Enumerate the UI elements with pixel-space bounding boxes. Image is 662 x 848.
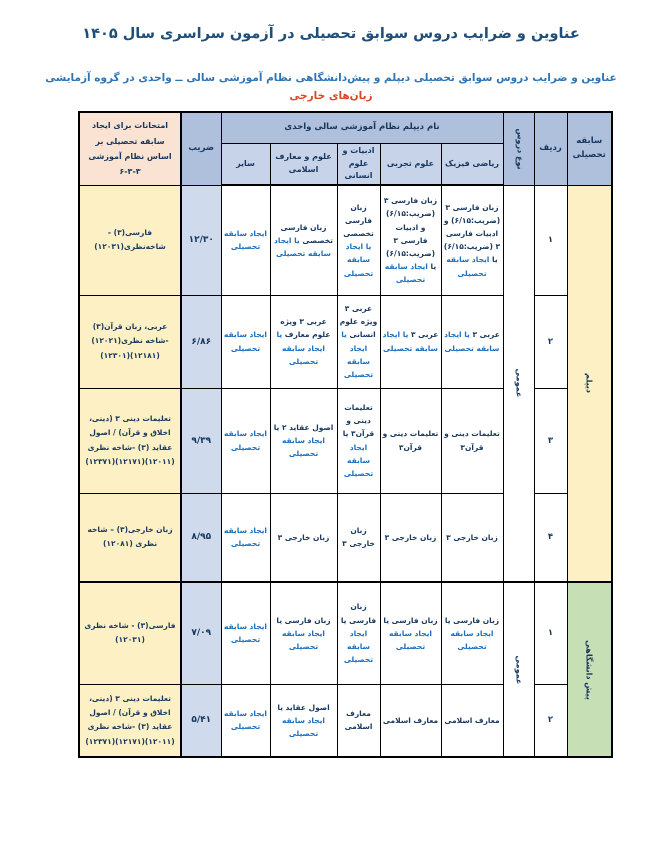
row-number: ۲ — [534, 295, 567, 388]
page-title: عناوین و ضرایب دروس سوابق تحصیلی در آزمون سراسری سال ۱۴۰۵ — [82, 26, 580, 42]
row-number: ۴ — [534, 493, 567, 582]
row-number: ۱ — [534, 582, 567, 684]
cell-math-physics: زبان خارجی ۳ — [441, 493, 503, 582]
header-course-type-label: نوع دروس — [514, 128, 524, 170]
cell-other: ایجاد سابقه تحصیلی — [221, 185, 270, 295]
exam-cell: تعلیمات دینی ۳ (دینی، اخلاق و قرآن) / اصول عقاید (۳) -شاخه نظری (۱۲۰۱۱)(۱۲۱۷۱)(۱۲۳۷۱) — [79, 684, 181, 757]
cell-other: ایجاد سابقه تحصیلی — [221, 582, 270, 684]
cell-math-physics: زبان فارسی یا ایجاد سابقه تحصیلی — [441, 582, 503, 684]
row-number: ۱ — [534, 185, 567, 295]
records-table — [78, 111, 613, 758]
coefficient-cell: ۷/۰۹ — [181, 582, 221, 684]
page-subtitle: عناوین و ضرایب دروس سوابق تحصیلی دیپلم و پیش‌دانشگاهی نظام آموزشی سالی ــ واحدی در گروه آزمایشی — [45, 72, 617, 84]
document-page — [0, 26, 662, 848]
coefficient-cell: ۵/۴۱ — [181, 684, 221, 757]
cell-experimental: تعلیمات دینی و قرآن۳ — [380, 388, 441, 493]
exam-cell: عربی، زبان قرآن(۳) -شاخه نظری(۱۲۰۲۱)(۱۲۱۸۱)(۱۲۳۰۱) — [79, 295, 181, 388]
course-type-pre-university: عمومی — [503, 582, 534, 757]
row-number: ۳ — [534, 388, 567, 493]
header-course-type — [503, 112, 534, 185]
section-label-diploma: دیپلم — [567, 185, 612, 582]
cell-experimental: معارف اسلامی — [380, 684, 441, 757]
header-academic-record: سابقه تحصیلی — [567, 112, 612, 185]
header-experimental-sciences: علوم تجربی — [380, 143, 441, 185]
cell-other: ایجاد سابقه تحصیلی — [221, 388, 270, 493]
header-exams: امتحانات برای ایجاد سابقه تحصیلی بر اساس نظام آموزشی ۳-۳-۶ — [79, 112, 181, 185]
table-row — [79, 582, 612, 684]
cell-experimental: زبان فارسی ۳ (ضریب:۶/۱۵) و ادبیات فارسی ۳ (ضریب:۶/۱۵) یا ایجاد سابقه تحصیلی — [380, 185, 441, 295]
header-humanities: ادبیات و علوم انسانی — [337, 143, 380, 185]
header-diploma-band: نام دیپلم نظام آموزشی سالی واحدی — [221, 112, 503, 143]
coefficient-cell: ۸/۹۵ — [181, 493, 221, 582]
cell-islamic: زبان خارجی ۳ — [270, 493, 337, 582]
cell-math-physics: عربی ۳ یا ایجاد سابقه تحصیلی — [441, 295, 503, 388]
exam-cell: فارسی(۳) - شاخه‌نظری(۱۲۰۳۱) — [79, 185, 181, 295]
header-math-physics: ریاضی فیزیک — [441, 143, 503, 185]
cell-experimental: عربی ۳ یا ایجاد سابقه تحصیلی — [380, 295, 441, 388]
cell-humanities: زبان خارجی ۳ — [337, 493, 380, 582]
section-label-pre-university: پیش دانشگاهی — [567, 582, 612, 757]
cell-other: ایجاد سابقه تحصیلی — [221, 493, 270, 582]
table-row — [79, 185, 612, 295]
cell-experimental: زبان فارسی یا ایجاد سابقه تحصیلی — [380, 582, 441, 684]
exam-cell: تعلیمات دینی ۳ (دینی، اخلاق و قرآن) / اصول عقاید (۳) -شاخه نظری (۱۲۰۱۱)(۱۲۱۷۱)(۱۲۳۷۱) — [79, 388, 181, 493]
cell-islamic: اصول عقاید یا ایجاد سابقه تحصیلی — [270, 684, 337, 757]
row-number: ۲ — [534, 684, 567, 757]
exam-cell: زبان خارجی(۳) – شاخه نظری (۱۲۰۸۱) — [79, 493, 181, 582]
cell-islamic: زبان فارسی یا ایجاد سابقه تحصیلی — [270, 582, 337, 684]
coefficient-cell: ۱۲/۳۰ — [181, 185, 221, 295]
cell-humanities: تعلیمات دینی و قرآن۳ یا ایجاد سابقه تحصیلی — [337, 388, 380, 493]
cell-islamic: زبان فارسی تخصصی یا ایجاد سابقه تحصیلی — [270, 185, 337, 295]
header-coefficient: ضریب — [181, 112, 221, 185]
cell-humanities: زبان فارسی تخصصی یا ایجاد سابقه تحصیلی — [337, 185, 380, 295]
cell-humanities: معارف اسلامی — [337, 684, 380, 757]
cell-humanities: زبان فارسی یا ایجاد سابقه تحصیلی — [337, 582, 380, 684]
cell-other: ایجاد سابقه تحصیلی — [221, 684, 270, 757]
header-other: سایر — [221, 143, 270, 185]
cell-humanities: عربی ۳ ویژه علوم انسانی یا ایجاد سابقه تحصیلی — [337, 295, 380, 388]
cell-math-physics: تعلیمات دینی و قرآن۳ — [441, 388, 503, 493]
exam-group-name: زبان‌های خارجی — [289, 90, 373, 102]
course-type-diploma: عمومی — [503, 185, 534, 582]
cell-math-physics: معارف اسلامی — [441, 684, 503, 757]
header-row-number: ردیف — [534, 112, 567, 185]
coefficient-cell: ۹/۳۹ — [181, 388, 221, 493]
header-islamic-studies: علوم و معارف اسلامی — [270, 143, 337, 185]
cell-islamic: عربی ۳ ویژه علوم معارف یا ایجاد سابقه تحصیلی — [270, 295, 337, 388]
cell-experimental: زبان خارجی ۳ — [380, 493, 441, 582]
coefficient-cell: ۶/۸۶ — [181, 295, 221, 388]
cell-other: ایجاد سابقه تحصیلی — [221, 295, 270, 388]
cell-islamic: اصول عقاید ۲ یا ایجاد سابقه تحصیلی — [270, 388, 337, 493]
exam-cell: فارسی(۳) - شاخه نظری (۱۲۰۳۱) — [79, 582, 181, 684]
cell-math-physics: زبان فارسی ۳ (ضریب:۶/۱۵) و ادبیات فارسی ۳ (ضریب:۶/۱۵) یا ایجاد سابقه تحصیلی — [441, 185, 503, 295]
